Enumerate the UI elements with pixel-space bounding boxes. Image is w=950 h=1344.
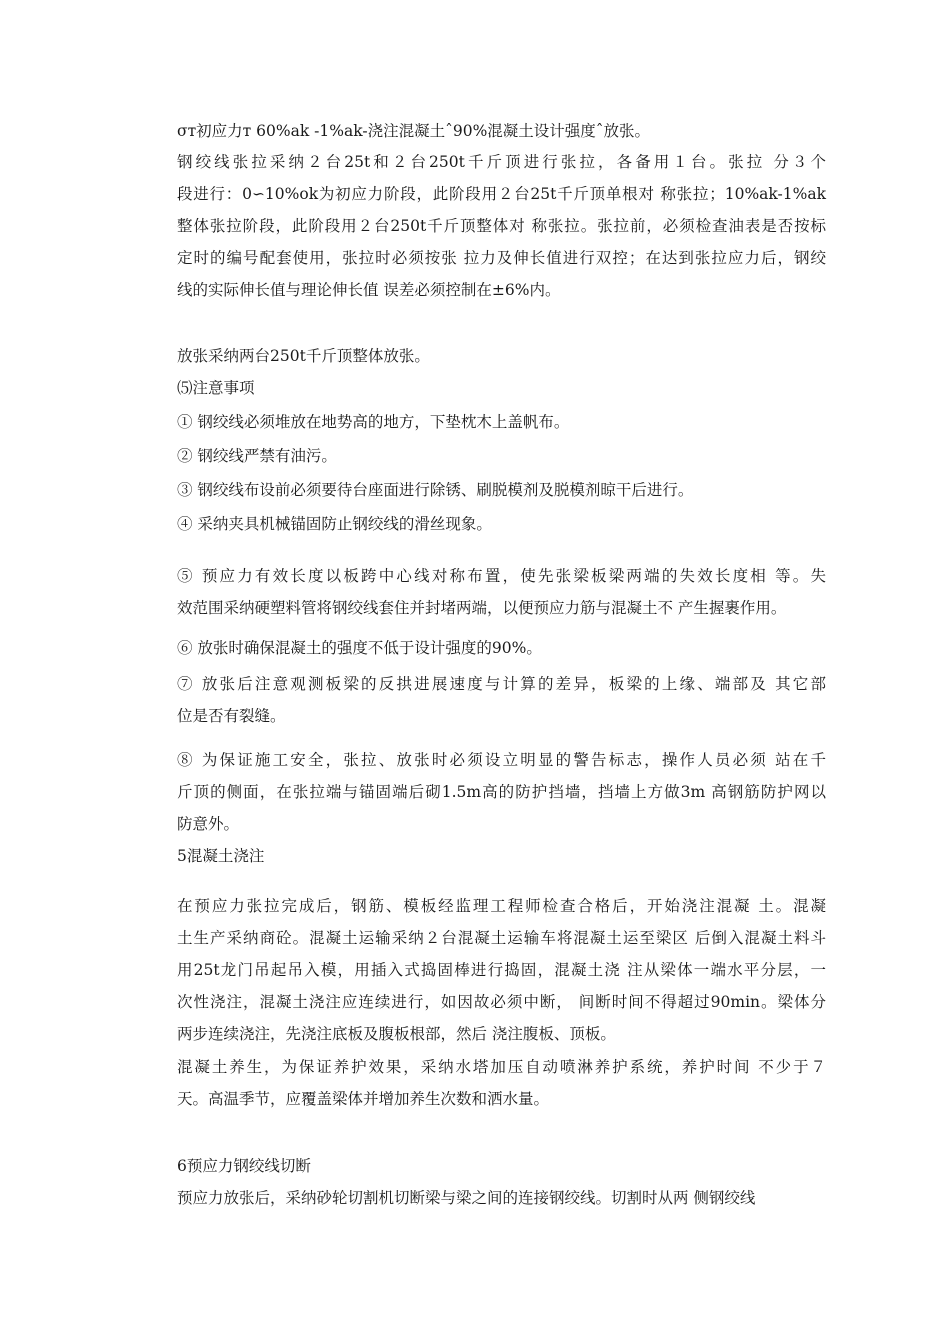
paragraph-line: 防意外。 [177, 815, 240, 833]
paragraph-line: 位是否有裂缝。 [177, 707, 286, 725]
paragraph-line: 定时的编号配套使用，张拉时必须按张 拉力及伸长值进行双控；在达到张拉应力后，钢绞 [177, 249, 826, 267]
paragraph-6 [143, 440, 826, 472]
paragraph-line: ⑧ 为保证施工安全，张拉、放张时必须设立明显的警告标志，操作人员必须 站在千 [177, 751, 826, 769]
paragraph-line: 5混凝土浇注 [177, 847, 265, 865]
paragraph-1 [177, 115, 860, 147]
paragraph-line: ④ 采纳夹具机械锚固防止钢绞线的滑丝现象。 [177, 515, 492, 533]
paragraph-5 [143, 406, 826, 438]
paragraph-line: σт初应力т 60%ak -1%ak-浇注混凝土ˆ90%混凝土设计强度ˆ放张。 [177, 122, 651, 140]
paragraph-line: 天。高温季节，应覆盖梁体并增加养生次数和洒水量。 [177, 1090, 550, 1108]
paragraph-line: ⑸注意事项 [177, 379, 255, 397]
paragraph-line: ⑤ 预应力有效长度以板跨中心线对称布置，使先张梁板梁两端的失效长度相 等。失 [177, 567, 826, 585]
paragraph-4 [143, 372, 826, 404]
paragraph-line: 用25t龙门吊起吊入模，用插入式捣固棒进行捣固，混凝土浇 注从梁体一端水平分层，一 [177, 961, 826, 979]
paragraph-line: ② 钢绞线严禁有油污。 [177, 447, 337, 465]
paragraph-line: ① 钢绞线必须堆放在地势高的地方，下垫枕木上盖帆布。 [177, 413, 570, 431]
paragraph-2 [143, 146, 826, 306]
paragraph-15 [143, 1051, 826, 1115]
paragraph-17 [143, 1182, 826, 1214]
paragraph-3 [143, 340, 826, 372]
paragraph-line: 次性浇注，混凝土浇注应连续进行，如因故必须中断， 间断时间不得超过90min。梁体分 [177, 993, 826, 1011]
paragraph-line: ③ 钢绞线布设前必须要待台座面进行除锈、刷脱模剂及脱模剂晾干后进行。 [177, 481, 694, 499]
paragraph-line: 整体张拉阶段，此阶段用２台250t千斤顶整体对 称张拉。张拉前，必须检查油表是否按标 [177, 217, 826, 235]
paragraph-10 [143, 632, 826, 664]
paragraph-line: 土生产采纳商砼。混凝土运输采纳２台混凝土运输车将混凝土运至梁区 后倒入混凝土料斗 [177, 929, 826, 947]
paragraph-11 [143, 668, 826, 732]
paragraph-line: 段进行：0∽10%ok为初应力阶段，此阶段用２台25t千斤顶单根对 称张拉；10%ak-1%ak [177, 185, 826, 203]
paragraph-line: 斤顶的侧面，在张拉端与锚固端后砌1.5m高的防护挡墙，挡墙上方做3m 高钢筋防护网以 [177, 783, 826, 801]
paragraph-13 [143, 840, 826, 872]
paragraph-12 [143, 744, 826, 840]
paragraph-line: 6预应力钢绞线切断 [177, 1157, 311, 1175]
paragraph-line: 混凝土养生，为保证养护效果，采纳水塔加压自动喷淋养护系统，养护时间 不少于７ [177, 1058, 826, 1076]
paragraph-14 [143, 890, 826, 1050]
paragraph-line: 放张采纳两台250t千斤顶整体放张。 [177, 347, 430, 365]
paragraph-line: 线的实际伸长值与理论伸长值 误差必须控制在±6%内。 [177, 281, 561, 299]
paragraph-line: 钢绞线张拉采纳２台25t和２台250t千斤顶进行张拉，各备用１台。张拉 分３个 [177, 153, 826, 171]
paragraph-7 [143, 474, 826, 506]
paragraph-line: 预应力放张后，采纳砂轮切割机切断梁与梁之间的连接钢绞线。切割时从两 侧钢绞线 [177, 1189, 756, 1207]
paragraph-line: 效范围采纳硬塑料管将钢绞线套住并封堵两端，以便预应力筋与混凝土不 产生握裹作用。 [177, 599, 787, 617]
paragraph-8 [143, 508, 826, 540]
paragraph-line: 两步连续浇注，先浇注底板及腹板根部，然后 浇注腹板、顶板。 [177, 1025, 616, 1043]
paragraph-9 [143, 560, 826, 624]
paragraph-line: ⑦ 放张后注意观测板梁的反拱进展速度与计算的差异，板梁的上缘、端部及 其它部 [177, 675, 826, 693]
paragraph-16 [143, 1150, 826, 1182]
paragraph-line: 在预应力张拉完成后，钢筋、模板经监理工程师检查合格后，开始浇注混凝 土。混凝 [177, 897, 826, 915]
paragraph-line: ⑥ 放张时确保混凝土的强度不低于设计强度的90%。 [177, 639, 542, 657]
